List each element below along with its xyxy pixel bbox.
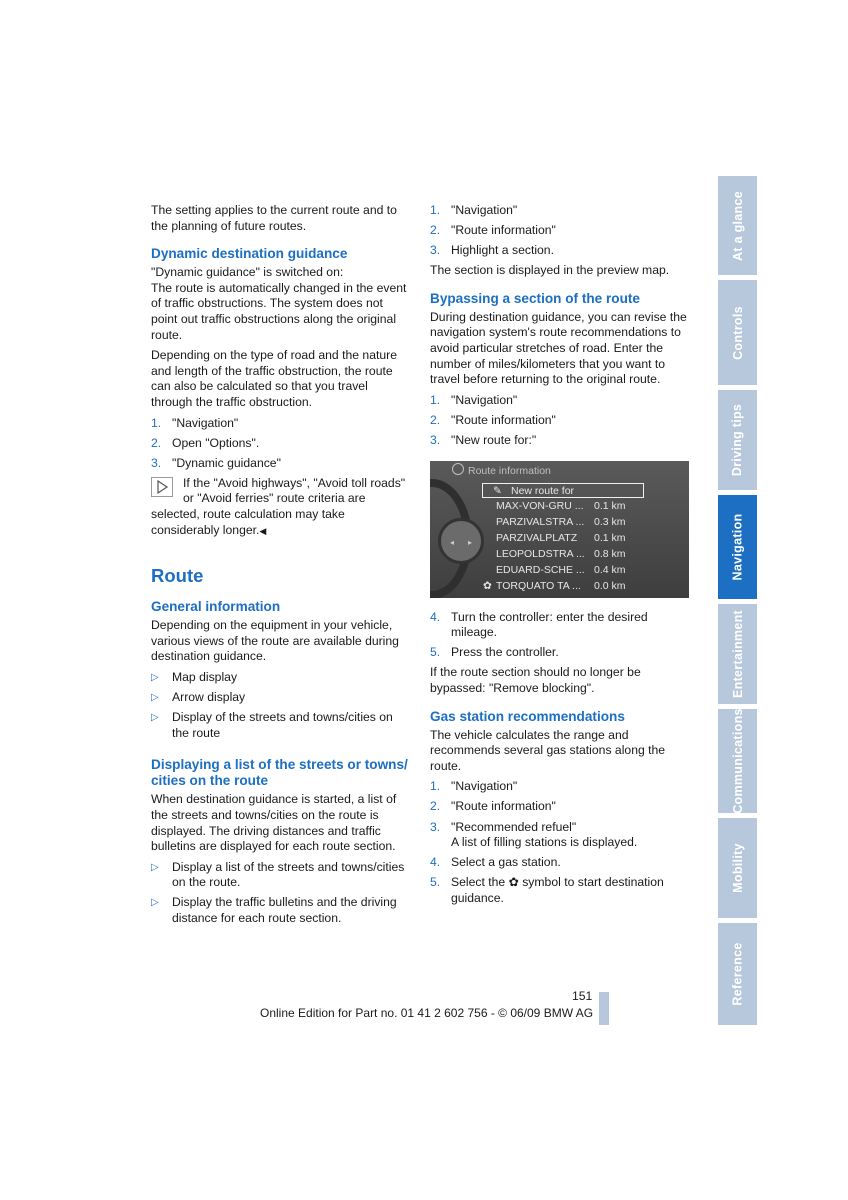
right-column	[430, 203, 688, 911]
step-text: "Dynamic guidance"	[172, 455, 281, 470]
note-block	[151, 476, 409, 507]
step-number: 2.	[151, 435, 162, 450]
route-distance: 0.4 km	[594, 563, 626, 576]
note-arrow-icon	[151, 477, 173, 497]
dynamic-guidance-text-2: Depending on the type of road and the nature and length of the traffic obstruction, the route can also be calculated so that you travel through the traffic obstruction.	[151, 348, 397, 409]
item-text: Display a list of the streets and towns/cities on the route.	[172, 859, 405, 890]
list-item	[430, 243, 688, 259]
list-item	[430, 433, 688, 449]
step-text: "Route information"	[451, 223, 556, 238]
step-number: 3.	[430, 819, 441, 834]
tab-label: Navigation	[730, 513, 745, 581]
route-street: MAX-VON-GRU ...	[496, 499, 584, 512]
item-text: Map display	[172, 669, 238, 684]
left-column	[151, 203, 409, 931]
bypass-heading: Bypassing a section of the route	[430, 290, 640, 306]
route-street: TORQUATO TA ...	[496, 579, 581, 592]
route-street: PARZIVALSTRA ...	[496, 515, 585, 528]
step-number: 1.	[430, 779, 441, 794]
general-info-text: Depending on the equipment in your vehicle, various views of the route are available during destination guidance.	[151, 618, 399, 664]
bullet-arrow-icon: ▷	[151, 861, 159, 873]
tab-mobility[interactable]	[718, 818, 757, 918]
preview-map-text: The section is displayed in the preview map.	[430, 263, 670, 278]
tab-label: Communications	[730, 708, 745, 814]
step-number: 1.	[430, 203, 441, 217]
street-list-heading: Displaying a list of the streets or towns/ cities on the route	[151, 757, 408, 789]
screen-menu-new-route[interactable]	[482, 483, 644, 498]
bullet-arrow-icon: ▷	[151, 671, 159, 683]
tab-label: Controls	[730, 305, 745, 360]
step-text: Select the	[451, 875, 506, 890]
step-number: 3.	[430, 243, 441, 258]
step-text: Select a gas station.	[451, 855, 561, 870]
list-item	[151, 895, 409, 926]
route-street: LEOPOLDSTRA ...	[496, 547, 585, 560]
intro-text: The setting applies to the current route and to the planning of future routes.	[151, 203, 397, 233]
step-text: "Route information"	[451, 412, 556, 427]
note-text-tail-wrap	[151, 507, 409, 539]
step-text: "New route for:"	[451, 433, 537, 448]
list-item	[151, 456, 409, 472]
list-item	[430, 799, 688, 815]
note-text-lead: If the "Avoid highways", "Avoid toll roads" or "Avoid ferries" route criteria are	[183, 475, 406, 506]
screen-route-row[interactable]	[496, 499, 686, 514]
list-item	[151, 670, 409, 686]
list-item	[151, 436, 409, 452]
list-item	[430, 855, 688, 871]
route-heading: Route	[151, 565, 204, 587]
step-text: "Recommended refuel"	[451, 819, 577, 834]
step-text: Press the controller.	[451, 645, 559, 660]
dynamic-guidance-status: "Dynamic guidance" is switched on:	[151, 265, 344, 280]
step-text: symbol to start destination guidance.	[451, 875, 664, 905]
list-item	[151, 710, 409, 741]
item-text: Display of the streets and towns/cities on the route	[172, 710, 393, 740]
step-text: "Navigation"	[451, 203, 518, 217]
street-list-options	[151, 860, 409, 927]
step-text: "Navigation"	[451, 779, 518, 794]
general-info-heading: General information	[151, 599, 281, 615]
screen-route-row[interactable]	[496, 563, 686, 578]
page-marker-bar	[599, 992, 609, 1025]
route-distance: 0.0 km	[594, 579, 626, 592]
tab-label: Driving tips	[730, 403, 745, 477]
screen-title-text: Route information	[468, 464, 551, 477]
end-mark-icon: ◀	[259, 525, 267, 536]
route-distance: 0.1 km	[594, 531, 626, 544]
list-item	[430, 203, 688, 219]
list-item	[430, 779, 688, 795]
tab-navigation[interactable]	[718, 495, 757, 599]
tab-at-a-glance[interactable]	[718, 176, 757, 275]
gas-station-text: The vehicle calculates the range and recommends several gas stations along the route.	[430, 727, 666, 773]
list-item	[151, 690, 409, 706]
bypass-steps	[430, 393, 688, 449]
tab-label: Reference	[730, 942, 745, 1006]
route-street: PARZIVALPLATZ	[496, 531, 578, 544]
list-item	[151, 860, 409, 891]
dynamic-guidance-text: The route is automatically changed in the event of traffic obstructions. The system does not point out traffic obstructions along the original route.	[151, 280, 407, 342]
screen-route-row[interactable]	[496, 531, 686, 546]
list-item	[430, 820, 688, 851]
step-subtext: A list of filling stations is displayed.	[451, 835, 638, 850]
destination-flag-icon: ✿	[483, 579, 492, 592]
bullet-arrow-icon: ▷	[151, 712, 159, 724]
step-number: 3.	[151, 455, 162, 470]
pencil-icon: ✎	[493, 484, 502, 497]
step-text: "Navigation"	[172, 415, 239, 430]
controller-icon: ◂ ▸	[438, 518, 484, 564]
list-item	[430, 875, 688, 906]
bypass-text: During destination guidance, you can revise the navigation system's route recommendations to avoid particular stretches of road. Enter the number of miles/kilometers that you want to travel before returning to the original route.	[430, 309, 687, 387]
page-number: 151	[572, 989, 593, 1003]
step-number: 2.	[430, 799, 441, 814]
list-item	[430, 413, 688, 429]
list-item	[430, 610, 688, 641]
note-text-tail: selected, route calculation may take considerably longer.	[151, 507, 345, 537]
dynamic-guidance-steps	[151, 416, 409, 472]
route-distance: 0.8 km	[594, 547, 626, 560]
step-number: 5.	[430, 645, 441, 660]
dynamic-guidance-heading: Dynamic destination guidance	[151, 246, 348, 262]
route-distance: 0.1 km	[594, 499, 626, 512]
tab-controls[interactable]	[718, 280, 757, 385]
screen-route-row[interactable]	[496, 515, 686, 530]
list-item	[151, 416, 409, 432]
tab-entertainment[interactable]	[718, 604, 757, 704]
step-text: Open "Options".	[172, 435, 260, 450]
mileage-steps	[430, 610, 688, 661]
tab-label: Mobility	[730, 843, 745, 893]
item-text: Display the traffic bulletins and the driving distance for each route section.	[172, 895, 397, 925]
tab-driving-tips[interactable]	[718, 390, 757, 490]
step-number: 2.	[430, 223, 441, 238]
gas-station-steps	[430, 779, 688, 906]
step-text: "Navigation"	[451, 392, 518, 407]
destination-flag-icon: ✿	[508, 875, 519, 890]
screen-route-row[interactable]	[496, 547, 686, 562]
route-views-list	[151, 670, 409, 741]
list-item	[430, 223, 688, 239]
tab-reference[interactable]	[718, 923, 757, 1025]
item-text: Arrow display	[172, 690, 246, 705]
footer-edition: Online Edition for Part no. 01 41 2 602 756 - © 06/09 BMW AG	[260, 1006, 594, 1020]
list-item	[430, 393, 688, 409]
route-distance: 0.3 km	[594, 515, 626, 528]
route-info-screen	[430, 461, 689, 598]
street-list-text: When destination guidance is started, a list of the streets and towns/cities on the route is displayed. The driving distances and traffic bulletins are displayed for each route section.	[151, 792, 397, 854]
step-number: 3.	[430, 433, 441, 448]
tab-communications[interactable]	[718, 709, 757, 813]
step-number: 1.	[430, 392, 441, 407]
route-section-steps	[430, 203, 688, 259]
tab-label: At a glance	[730, 190, 745, 261]
step-text: Turn the controller: enter the desired mileage.	[451, 609, 648, 640]
remove-blocking-text: If the route section should no longer be bypassed: "Remove blocking".	[430, 665, 641, 695]
screen-title	[452, 463, 551, 480]
gas-station-heading: Gas station recommendations	[430, 708, 625, 724]
step-number: 4.	[430, 855, 441, 870]
tab-label: Entertainment	[730, 610, 745, 698]
screen-route-row[interactable]	[483, 579, 686, 594]
screen-menu-label: New route for	[511, 484, 575, 497]
step-text: Highlight a section.	[451, 243, 554, 258]
list-item	[430, 645, 688, 661]
route-street: EDUARD-SCHE ...	[496, 563, 585, 576]
step-text: "Route information"	[451, 799, 556, 814]
bullet-arrow-icon: ▷	[151, 897, 159, 909]
gear-icon	[452, 463, 464, 475]
step-number: 5.	[430, 875, 441, 890]
step-number: 2.	[430, 412, 441, 427]
step-number: 1.	[151, 415, 162, 430]
bullet-arrow-icon: ▷	[151, 692, 159, 704]
step-number: 4.	[430, 609, 441, 624]
